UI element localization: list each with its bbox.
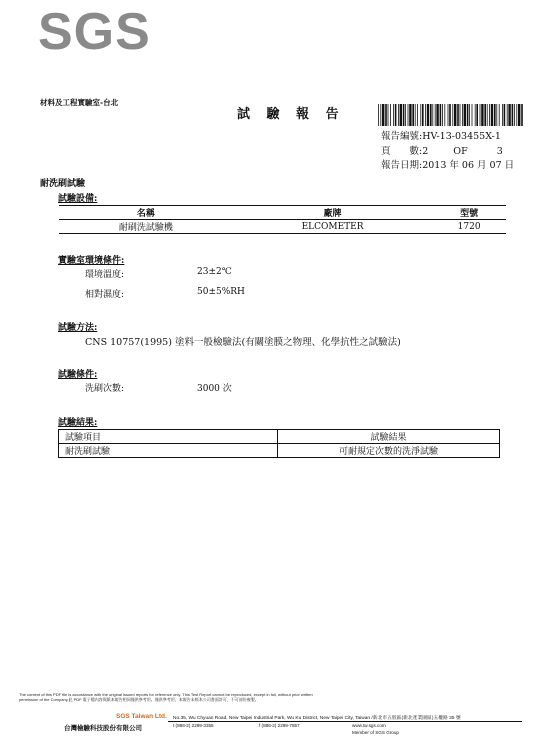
disclaimer-cn: permission of the Company.此 PDF 電子檔內容與紙本報告相同僅供參考用。僅供參考用，本報告未經本公司書面許可，不可部份複製。 — [19, 697, 259, 702]
wash-count-label: 洗刷次數: — [85, 384, 125, 394]
report-number-label: 報告編號: — [381, 131, 423, 142]
report-number-value: HV-13-03455X-1 — [422, 131, 501, 142]
method-text: CNS 10757(1995) 塗料一般檢驗法(有關塗膜之物理、化學抗性之試驗法) — [85, 337, 401, 348]
report-number — [381, 128, 501, 142]
temp-label: 環境溫度: — [85, 270, 125, 280]
barcode-icon — [378, 104, 523, 126]
equipment-col-model: 型號 — [432, 206, 506, 220]
result-value: 可耐規定次數的洗淨試驗 — [278, 444, 500, 458]
lab-name: 材料及工程實驗室-台北 — [40, 98, 119, 107]
temp-value: 23±2℃ — [197, 267, 232, 277]
table-row — [59, 220, 506, 234]
footer-tel: t (886-2) 2299-3355 — [173, 723, 214, 728]
footer-fax: f (886-2) 2299-7857 — [259, 723, 300, 728]
results-table — [58, 429, 500, 458]
footer-brand: SGS Taiwan Ltd. — [116, 713, 167, 720]
disclaimer-en: The content of this PDF file is accordance with the original issued reports for reference only. This Test Report cannot be reproduced, except in full, without prior written — [19, 692, 313, 697]
table-row — [59, 444, 500, 458]
equipment-heading: 試驗設備: — [58, 194, 98, 204]
page-count-label: 頁 數: — [381, 146, 423, 157]
method-heading: 試驗方法: — [58, 323, 98, 333]
report-date — [381, 157, 514, 171]
report-date-value: 2013 年 06 月 07 日 — [422, 160, 515, 171]
result-item: 耐洗刷試驗 — [59, 444, 278, 458]
page-count — [381, 143, 503, 157]
results-heading: 試驗結果: — [58, 418, 98, 428]
footer-web: www.tw.sgs.com — [352, 723, 386, 728]
page-total: 3 — [496, 146, 503, 157]
footer-address: No.35, Wu Chyuan Road, New Taipei Industrial Park, Wu Ku District, New Taipei City, Taiwan /新北市五股區(新北產業園區)五權路 35 號 — [173, 716, 461, 721]
footer-divider — [168, 721, 522, 722]
wash-count-value: 3000 次 — [197, 384, 232, 394]
page-of: OF — [453, 146, 468, 157]
equipment-table — [59, 205, 506, 234]
conditions-heading: 試驗條件: — [58, 370, 98, 380]
humidity-label: 相對濕度: — [85, 290, 125, 300]
report-date-label: 報告日期: — [381, 160, 423, 171]
footer-company: 台灣檢驗科技股份有限公司 — [64, 724, 142, 732]
results-col-result: 試驗結果 — [278, 430, 500, 444]
footer-member: Member of SGS Group — [352, 730, 399, 735]
page-current: 2 — [422, 146, 429, 157]
equipment-model: 1720 — [432, 220, 506, 234]
equipment-col-brand: 廠牌 — [233, 206, 432, 220]
results-col-item: 試驗項目 — [59, 430, 278, 444]
environment-heading: 實驗室環境條件: — [58, 256, 125, 266]
equipment-brand: ELCOMETER — [233, 220, 432, 234]
footer-disclaimer — [19, 692, 419, 702]
test-name: 耐洗刷試驗 — [40, 179, 86, 189]
humidity-value: 50±5%RH — [197, 287, 245, 297]
equipment-col-name: 名稱 — [59, 206, 233, 220]
page-title: 試 驗 報 告 — [237, 107, 345, 122]
sgs-logo: SGS — [38, 3, 151, 61]
equipment-name: 耐刷洗試驗機 — [59, 220, 233, 234]
